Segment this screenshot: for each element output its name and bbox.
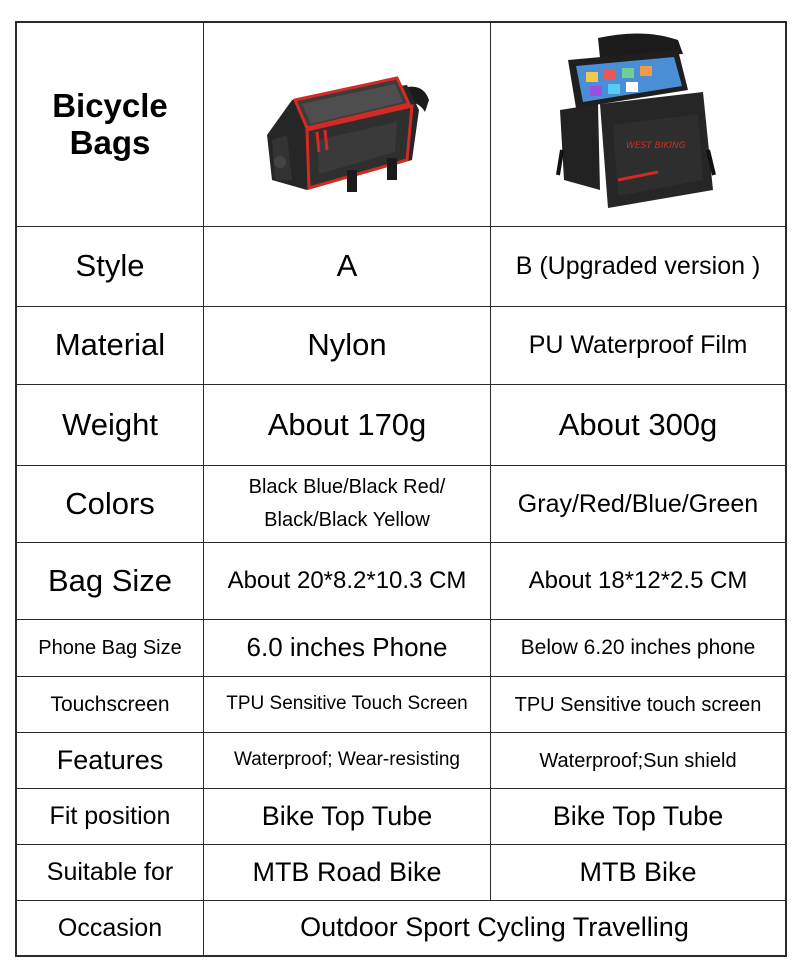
title-line-2: Bags — [69, 123, 151, 161]
row-colors-a — [204, 466, 490, 542]
row-features-a: Waterproof; Wear-resisting — [234, 749, 460, 771]
row-colors-a-line-2: Black/Black Yellow — [264, 509, 430, 531]
row-suitable-for-a: MTB Road Bike — [252, 856, 442, 887]
row-label-fit-position: Fit position — [49, 802, 171, 831]
row-colors-b: Gray/Red/Blue/Green — [517, 489, 759, 518]
row-touchscreen-a: TPU Sensitive Touch Screen — [226, 693, 468, 715]
row-label-weight: Weight — [62, 406, 158, 442]
row-occasion-shared: Outdoor Sport Cycling Travelling — [300, 912, 689, 943]
row-fit-position-b: Bike Top Tube — [552, 800, 724, 831]
row-label-style: Style — [75, 248, 145, 284]
row-style-b: B (Upgraded version ) — [515, 252, 761, 281]
border-bottom — [15, 955, 787, 957]
bag-b-logo: WEST BIKING — [626, 140, 686, 151]
row-touchscreen-b: TPU Sensitive touch screen — [514, 693, 762, 716]
row-suitable-for-b: MTB Bike — [579, 856, 697, 887]
row-label-bag-size: Bag Size — [47, 562, 173, 598]
row-label-colors: Colors — [65, 485, 155, 521]
row-weight-a: About 170g — [267, 406, 427, 442]
row-label-occasion: Occasion — [57, 913, 163, 942]
row-phone-bag-size-a: 6.0 inches Phone — [246, 632, 448, 663]
row-fit-position-a: Bike Top Tube — [261, 800, 433, 831]
row-phone-bag-size-b: Below 6.20 inches phone — [520, 636, 756, 660]
row-label-phone-bag-size: Phone Bag Size — [38, 637, 182, 659]
row-style-a: A — [336, 248, 358, 284]
bag-b-illustration — [538, 30, 738, 220]
bag-a-illustration — [247, 40, 447, 210]
table-title — [17, 23, 203, 226]
row-material-b: PU Waterproof Film — [528, 331, 748, 360]
row-label-suitable-for: Suitable for — [46, 858, 174, 887]
row-colors-a-line-1: Black Blue/Black Red/ — [248, 476, 446, 498]
product-image-b — [491, 23, 785, 226]
row-bag-size-a: About 20*8.2*10.3 CM — [227, 567, 467, 595]
row-label-material: Material — [54, 327, 166, 363]
row-features-b: Waterproof;Sun shield — [539, 749, 737, 772]
row-label-touchscreen: Touchscreen — [50, 692, 170, 716]
product-image-a — [204, 23, 490, 226]
border-right — [785, 21, 787, 957]
row-material-a: Nylon — [307, 327, 387, 363]
row-weight-b: About 300g — [558, 406, 718, 442]
row-bag-size-b: About 18*12*2.5 CM — [528, 567, 748, 595]
row-label-features: Features — [56, 744, 164, 775]
title-line-1: Bicycle — [52, 86, 168, 124]
